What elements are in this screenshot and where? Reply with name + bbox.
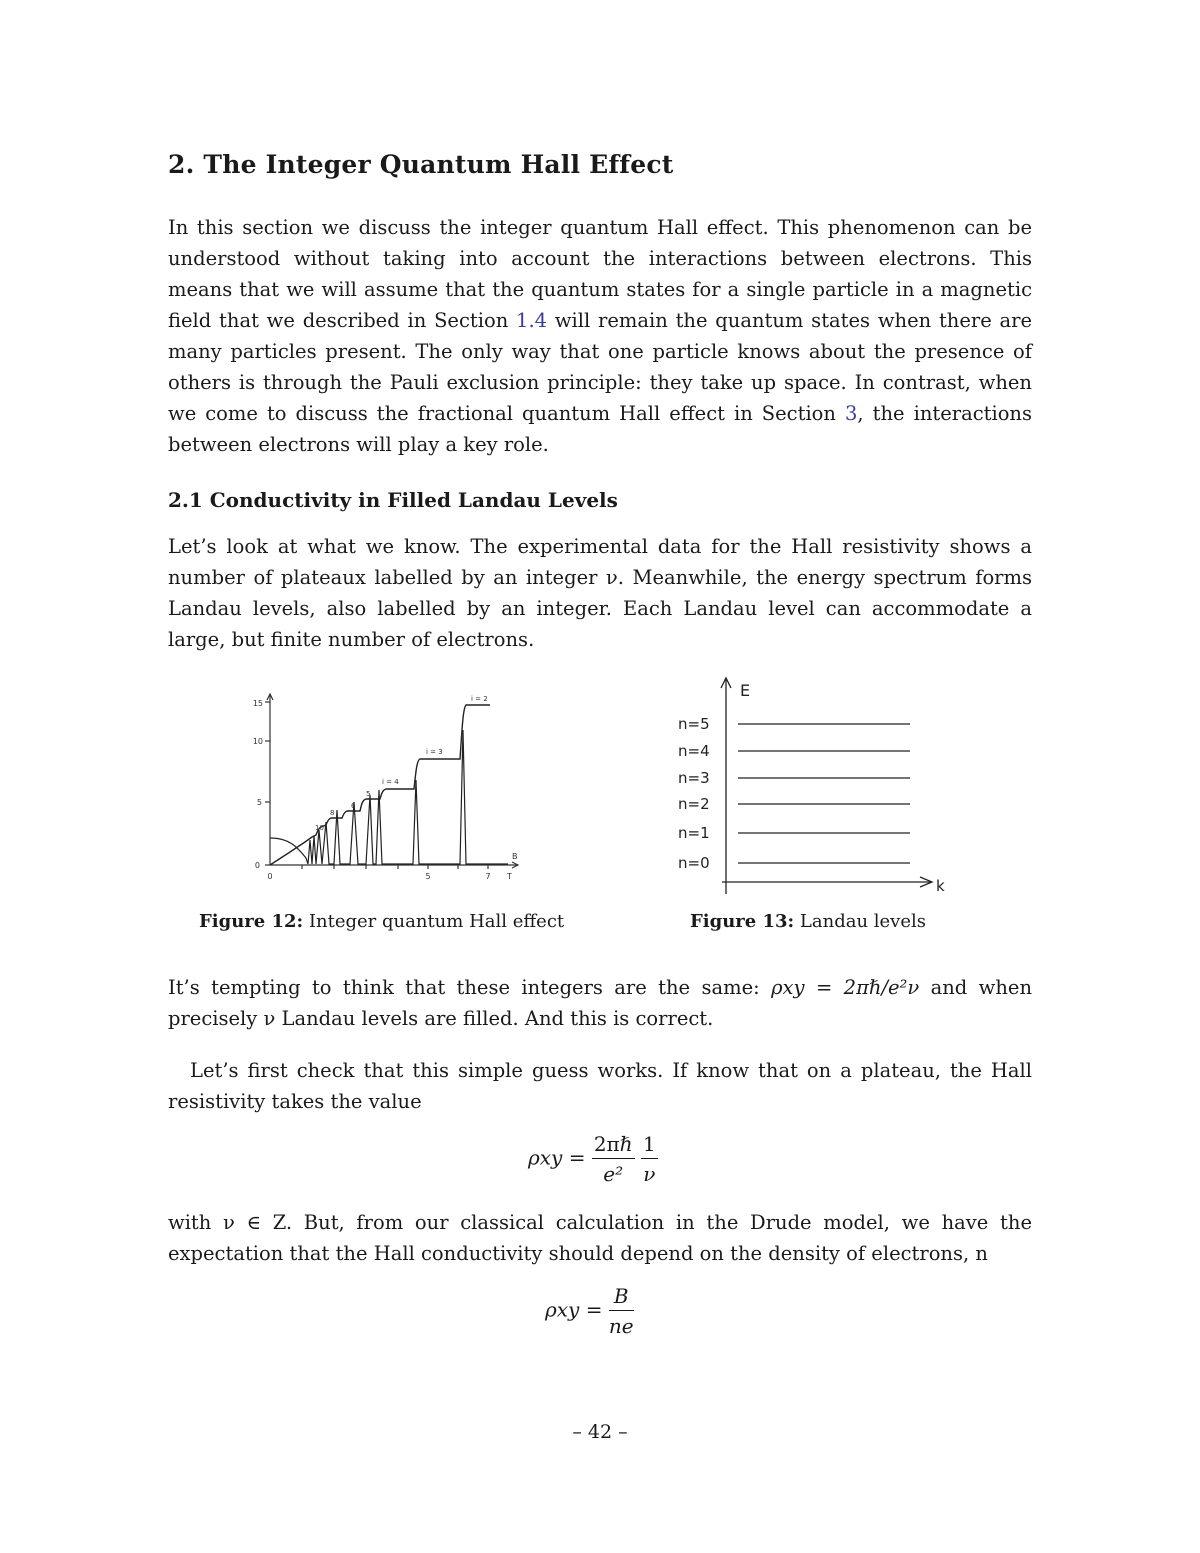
fig13-e-label: E [740, 681, 751, 700]
figure-13-caption-text: Landau levels [799, 911, 926, 932]
fig12-plateau-8: 8 [330, 809, 335, 817]
section-link-3[interactable]: 3 [845, 402, 858, 425]
intro-text-1: In this section we discuss the integer quantum Hall effect. This phenomenon can be understood without taking into account the interactions between electrons. This means that we will assume that the quantum states for a single particle in a magnetic field that we described in Section [168, 216, 1032, 332]
fig13-level-label-3: n=3 [678, 769, 710, 787]
paragraph-what-we-know: Let’s look at what we know. The experimental data for the Hall resistivity shows a number of plateaux labelled by an integer ν. Meanwhile, the energy spectrum forms Landau levels, also labelled by an integer. Each Landau level can accommodate a large, but finite number of electrons. [168, 535, 1032, 651]
eq1-numerator-1: 2πℏ [592, 1132, 635, 1159]
section-title: 2. The Integer Quantum Hall Effect [168, 150, 674, 179]
figure-12-hall-plot [250, 690, 530, 885]
subsection-title: 2.1 Conductivity in Filled Landau Levels [168, 488, 618, 512]
fig12-xtick-7: 7 [485, 872, 491, 881]
equation-drude-hall [545, 1284, 634, 1338]
eq2-fraction [609, 1284, 634, 1338]
eq1-fraction-1 [592, 1132, 635, 1186]
fig13-level-label-1: n=1 [678, 824, 710, 842]
paragraph-first-check: Let’s first check that this simple guess works. If know that on a plateau, the Hall resistivity takes the value [168, 1059, 1032, 1113]
fig12-x-axis-label: T [507, 872, 512, 881]
fig13-k-label: k [936, 877, 945, 895]
eq2-denominator: ne [608, 1314, 634, 1338]
fig13-level-label-0: n=0 [678, 854, 710, 872]
eq1-denominator-1: e² [603, 1162, 624, 1186]
eq1-fraction-2 [641, 1132, 658, 1186]
figure-13-caption [690, 911, 926, 932]
section-link-1-4[interactable]: 1.4 [516, 309, 548, 332]
intro-text-2: will remain the quantum states when there are many particles present. The only way that one particle knows about the presence of others is through the Pauli exclusion principle: they take up space. In contrast, when we come to discuss the fractional quantum Hall effect in Section [168, 309, 1033, 425]
fig12-xtick-5: 5 [425, 872, 431, 881]
fig12-b-label: B [512, 852, 518, 861]
figure-13-landau-levels [670, 672, 960, 900]
fig13-level-label-2: n=2 [678, 795, 710, 813]
paragraph-tempting [168, 972, 1032, 1034]
eq1-lhs: ρxy = [528, 1145, 586, 1170]
fig12-ytick-5: 5 [256, 798, 262, 807]
fig12-ytick-0: 0 [254, 861, 260, 870]
fig12-plateau-6: 6 [351, 802, 356, 810]
fig13-level-label-5: n=5 [678, 715, 710, 733]
figure-12-caption [199, 911, 564, 932]
figure-12-label: Figure 12: [199, 911, 304, 932]
intro-text-3: , the interactions between electrons will play a key role. [168, 402, 1032, 456]
fig12-ytick-10: 10 [252, 737, 263, 746]
fig13-level-label-4: n=4 [678, 742, 710, 760]
fig12-plateau-i3: i = 3 [426, 748, 443, 756]
page-number: – 42 – [572, 1421, 628, 1443]
figure-13-label: Figure 13: [690, 911, 795, 932]
fig12-xtick-0: 0 [267, 872, 273, 881]
eq1-numerator-2: 1 [641, 1132, 658, 1159]
tempting-text-2: and when precisely ν Landau levels are filled. And this is correct. [168, 976, 1033, 1030]
eq2-numerator: B [609, 1284, 634, 1311]
eq1-denominator-2: ν [643, 1162, 656, 1186]
fig12-plateau-i4: i = 4 [382, 778, 399, 786]
paragraph-drude-model: with ν ∈ Z. But, from our classical calculation in the Drude model, we have the expectation that the Hall conductivity should depend on the density of electrons, n [168, 1211, 1032, 1265]
fig12-ytick-15: 15 [252, 699, 263, 708]
inline-math-rho-xy: ρxy = 2πℏ/e²ν [771, 976, 920, 999]
figure-12-caption-text: Integer quantum Hall effect [308, 911, 565, 932]
fig12-plateau-i2: i = 2 [471, 695, 488, 703]
intro-paragraph [168, 212, 1032, 460]
eq2-lhs: ρxy = [545, 1297, 603, 1322]
tempting-text-1: It’s tempting to think that these integers are the same: [168, 976, 772, 999]
fig12-longitudinal-resistance-curve [270, 730, 508, 864]
fig12-hall-resistance-curve [270, 705, 490, 865]
equation-hall-resistivity [528, 1132, 658, 1186]
fig12-plateau-5: 5 [366, 790, 371, 798]
fig12-plateau-10: 10 [315, 824, 324, 832]
